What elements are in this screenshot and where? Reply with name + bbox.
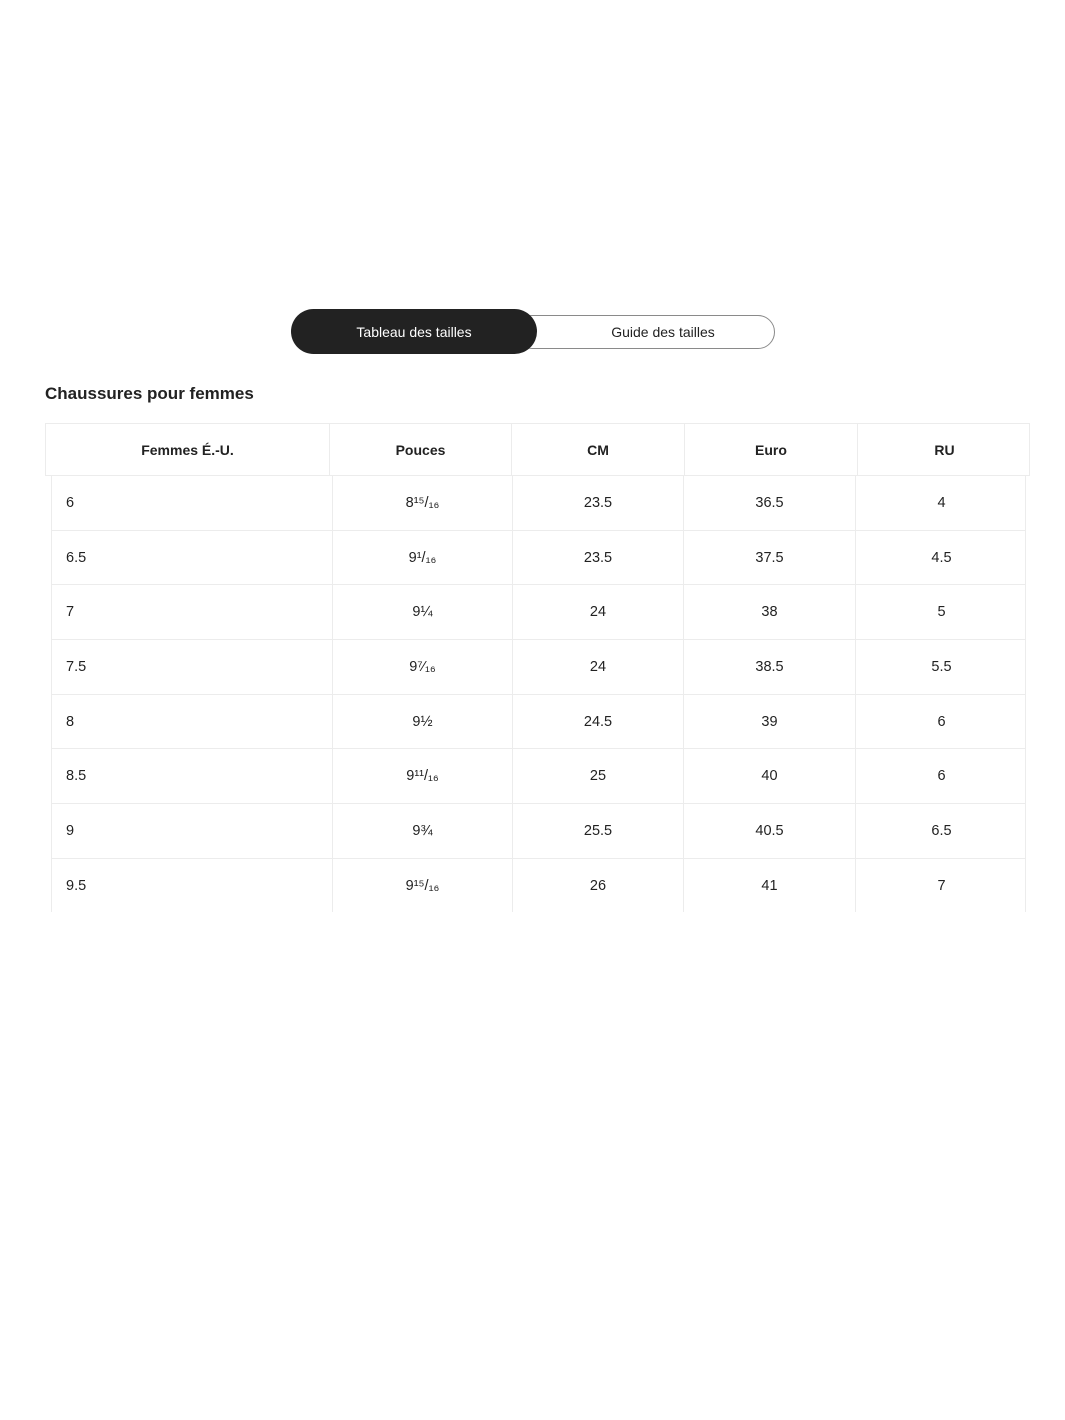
cell-cm: 23.5: [513, 531, 684, 585]
cell-euro: 40.5: [684, 804, 856, 858]
table-row: [51, 476, 1026, 531]
cell-uk: 7: [937, 877, 946, 894]
cell-euro: 39: [684, 695, 856, 749]
cell-us-women: 8: [52, 695, 333, 749]
cell-euro: 37.5: [684, 531, 856, 585]
cell-euro: 40: [684, 749, 856, 803]
cell-euro: 41: [684, 859, 856, 912]
cell-inches: 9⁷⁄₁₆: [333, 640, 513, 694]
cell-us-women: 6.5: [52, 531, 333, 585]
table-row: [51, 749, 1026, 804]
table-row: [51, 695, 1026, 750]
cell-uk: 6: [937, 768, 946, 785]
column-header-us-women: Femmes É.-U.: [46, 424, 330, 475]
cell-cm: 24.5: [513, 695, 684, 749]
cell-us-women: 7.5: [52, 640, 333, 694]
table-row: [51, 531, 1026, 586]
cell-uk: 4.5: [931, 549, 952, 566]
size-view-toggle: [291, 309, 775, 354]
cell-cm: 25.5: [513, 804, 684, 858]
cell-uk: 6: [937, 713, 946, 730]
cell-us-women: 9.5: [52, 859, 333, 912]
cell-uk: 5.5: [931, 658, 952, 675]
table-row: [51, 585, 1026, 640]
cell-euro: 36.5: [684, 476, 856, 530]
cell-euro: 38.5: [684, 640, 856, 694]
cell-inches: 9¹/₁₆: [333, 531, 513, 585]
section-title: Chaussures pour femmes: [45, 384, 254, 403]
column-header-uk: RU: [934, 441, 955, 458]
size-chart-tab[interactable]: Tableau des tailles: [291, 309, 537, 354]
cell-inches: 9½: [333, 695, 513, 749]
cell-cm: 25: [513, 749, 684, 803]
cell-uk: 6.5: [931, 822, 952, 839]
cell-uk: 4: [937, 494, 946, 511]
cell-cm: 23.5: [513, 476, 684, 530]
cell-cm: 24: [513, 585, 684, 639]
cell-us-women: 7: [52, 585, 333, 639]
cell-inches: 9¼: [333, 585, 513, 639]
table-row: [51, 640, 1026, 695]
table-body: [51, 476, 1026, 912]
cell-cm: 26: [513, 859, 684, 912]
column-header-cm: CM: [512, 424, 685, 475]
cell-us-women: 9: [52, 804, 333, 858]
cell-uk: 5: [937, 604, 946, 621]
cell-us-women: 8.5: [52, 749, 333, 803]
size-table: [45, 423, 1030, 912]
cell-euro: 38: [684, 585, 856, 639]
cell-inches: 9¾: [333, 804, 513, 858]
size-guide-tab[interactable]: Guide des tailles: [515, 315, 775, 349]
cell-cm: 24: [513, 640, 684, 694]
cell-inches: 8¹⁵/₁₆: [333, 476, 513, 530]
column-header-euro: Euro: [685, 424, 858, 475]
column-header-inches: Pouces: [330, 424, 512, 475]
cell-us-women: 6: [52, 476, 333, 530]
table-header: [45, 423, 1030, 476]
cell-inches: 9¹¹/₁₆: [333, 749, 513, 803]
table-row: [51, 859, 1026, 912]
table-row: [51, 804, 1026, 859]
cell-inches: 9¹⁵/₁₆: [333, 859, 513, 912]
